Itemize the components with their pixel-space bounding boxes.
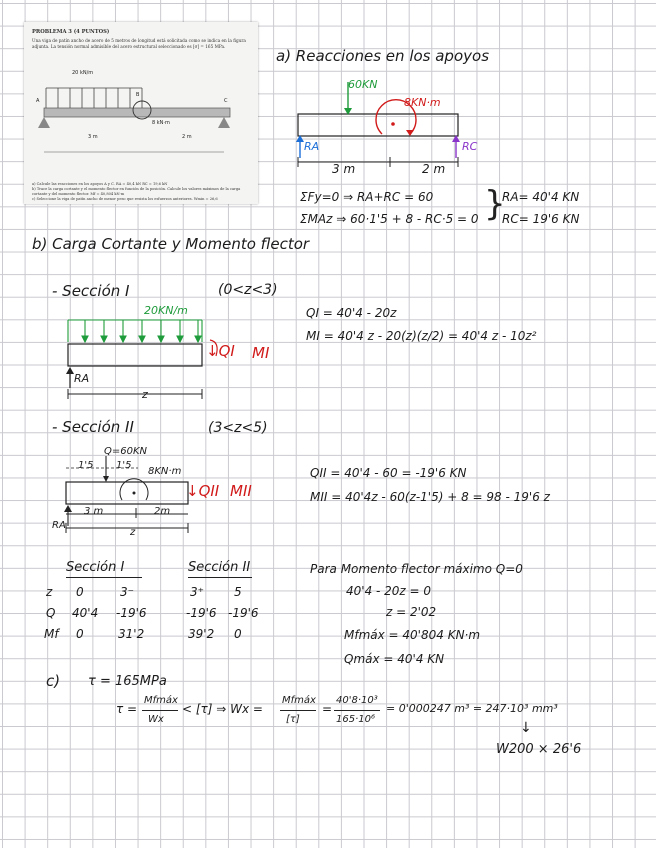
table-cell: 39'2 xyxy=(188,627,215,641)
sec1-eq-q: QI = 40'4 - 20z xyxy=(306,306,397,320)
section-c-arrow: ↓ xyxy=(520,720,532,736)
section-c-frac3-den: 165·10⁶ xyxy=(336,714,375,725)
problem-moment-label: 8 kN·m xyxy=(152,120,170,126)
sec2-force: Q=60KN xyxy=(104,446,148,457)
section-c-answer: W200 × 26'6 xyxy=(496,742,582,757)
table-head-2: Sección II xyxy=(188,560,251,575)
table-cell: -19'6 xyxy=(116,606,147,620)
problem-beam-figure xyxy=(24,22,258,204)
sec1-label: - Sección I xyxy=(52,282,130,300)
section-a-beam-diagram xyxy=(290,78,490,173)
sec2-ra: RA xyxy=(52,520,66,531)
section-c-sigma: τ = 165MPa xyxy=(88,674,167,689)
sec2-eq-m: MII = 40'4z - 60(z-1'5) + 8 = 98 - 19'6 z xyxy=(310,490,550,504)
table-cell: -19'6 xyxy=(228,606,259,620)
section-a-moment-label: 8KN·m xyxy=(404,96,441,109)
problem-span-1: 3 m xyxy=(88,134,98,140)
sec1-z: z xyxy=(142,388,148,401)
section-c-frac2-den: [τ] xyxy=(286,714,300,725)
sec1-diagram xyxy=(60,312,220,404)
max-moment-l2: z = 2'02 xyxy=(386,605,437,619)
problem-load-label: 20 kN/m xyxy=(72,70,94,76)
table-cell: -19'6 xyxy=(186,606,217,620)
table-cell: 0 xyxy=(76,627,84,641)
problem-span-2: 2 m xyxy=(182,134,192,140)
problem-point-b: B xyxy=(136,92,140,98)
section-a-ra-label: RA xyxy=(304,140,320,153)
sec1-ra: RA xyxy=(74,372,90,385)
section-b-title: b) Carga Cortante y Momento flector xyxy=(32,235,310,253)
section-a-result-ra: RA= 40'4 KN xyxy=(502,190,580,204)
table-cell: 0 xyxy=(234,627,242,641)
problem-photo xyxy=(24,22,258,204)
max-moment-title: Para Momento flector máximo Q=0 xyxy=(310,562,523,576)
section-a-eq-2: ΣMAz ⇒ 60·1'5 + 8 - RC·5 = 0 xyxy=(300,212,479,226)
sec2-d1: 1'5 xyxy=(78,460,94,471)
section-a-title: a) Reacciones en los apoyos xyxy=(276,47,490,65)
sec2-dist-2: 2m xyxy=(154,506,171,517)
section-c-mid: < [τ] ⇒ Wx = xyxy=(182,702,263,716)
sec2-m: MII xyxy=(230,482,252,500)
table-row-label: Q xyxy=(46,606,56,620)
table-cell: 3⁻ xyxy=(120,585,134,599)
sec1-range: (0<z<3) xyxy=(218,282,278,298)
table-row-label: z xyxy=(46,585,53,599)
section-c-frac2-num: Mfmáx xyxy=(282,695,316,706)
section-a-dist-2: 2 m xyxy=(422,162,446,176)
section-a-eq-1: ΣFy=0 ⇒ RA+RC = 60 xyxy=(300,190,434,204)
problem-title: PROBLEMA 3 (4 PUNTOS) xyxy=(32,29,110,35)
table-row-label: Mf xyxy=(44,627,59,641)
sec1-q: ↓QI xyxy=(206,342,235,360)
sec2-q: ↓QII xyxy=(186,482,220,500)
problem-point-c: C xyxy=(224,98,228,104)
sec2-eq-q: QII = 40'4 - 60 = -19'6 KN xyxy=(310,466,467,480)
table-cell: 5 xyxy=(234,585,242,599)
section-c-label: c) xyxy=(46,672,61,690)
sec1-m: MI xyxy=(252,344,270,362)
section-a-result-rc: RC= 19'6 KN xyxy=(502,212,580,226)
section-c-line-a: τ = xyxy=(116,702,138,716)
section-a-brace: } xyxy=(484,184,506,224)
sec2-range: (3<z<5) xyxy=(208,420,268,436)
table-cell: 3⁺ xyxy=(190,585,204,599)
problem-questions xyxy=(32,182,250,202)
table-cell: 40'4 xyxy=(72,606,99,620)
max-moment-l4: Qmáx = 40'4 KN xyxy=(344,652,445,666)
sec2-label: - Sección II xyxy=(52,418,134,436)
problem-question: a) Calcule las reacciones en los apoyos A y C. RA = 40,4 kN RC = 19,6 kN xyxy=(32,182,168,186)
problem-question: b) Trace la carga cortante y el momento flector en función de la posición. Calcule los valores máximos de la carga cortante y del momento flector. Mf = 40,804 kN·m xyxy=(32,187,241,196)
table-head-1: Sección I xyxy=(66,560,125,575)
section-a-dist-1: 3 m xyxy=(332,162,356,176)
section-c-eq: = xyxy=(322,702,333,716)
problem-question: c) Seleccione la viga de patín ancho de menor peso que resista los esfuerzos anteriores. Wmin = 26,6 xyxy=(32,197,218,201)
section-c-frac3-num: 40'8·10³ xyxy=(336,695,378,706)
sec2-z: z xyxy=(130,527,136,538)
problem-point-a: A xyxy=(36,98,40,104)
section-c-frac1-num: Mfmáx xyxy=(144,695,178,706)
problem-statement: Una viga de patín ancho de acero de 5 metros de longitud está solicitada como se indica en la figura adjunta. La tensión normal admisible del acero estructural seleccionado es [σ] = 165 MPa. xyxy=(32,38,246,49)
max-moment-l1: 40'4 - 20z = 0 xyxy=(346,584,432,598)
sec2-d2: 1'5 xyxy=(116,460,132,471)
section-c-frac1-den: Wx xyxy=(148,714,164,725)
sec2-moment: 8KN·m xyxy=(148,466,182,477)
sec2-dist-3: 3 m xyxy=(84,506,104,517)
section-a-rc-label: RC xyxy=(462,140,478,153)
section-a-force-label: 60KN xyxy=(348,78,378,91)
max-moment-l3: Mfmáx = 40'804 KN·m xyxy=(344,628,481,642)
table-cell: 31'2 xyxy=(118,627,145,641)
sec1-eq-m: MI = 40'4 z - 20(z)(z/2) = 40'4 z - 10z² xyxy=(306,329,537,343)
section-c-result: = 0'000247 m³ = 247·10³ mm³ xyxy=(386,702,558,715)
sec1-load: 20KN/m xyxy=(144,304,188,317)
table-cell: 0 xyxy=(76,585,84,599)
